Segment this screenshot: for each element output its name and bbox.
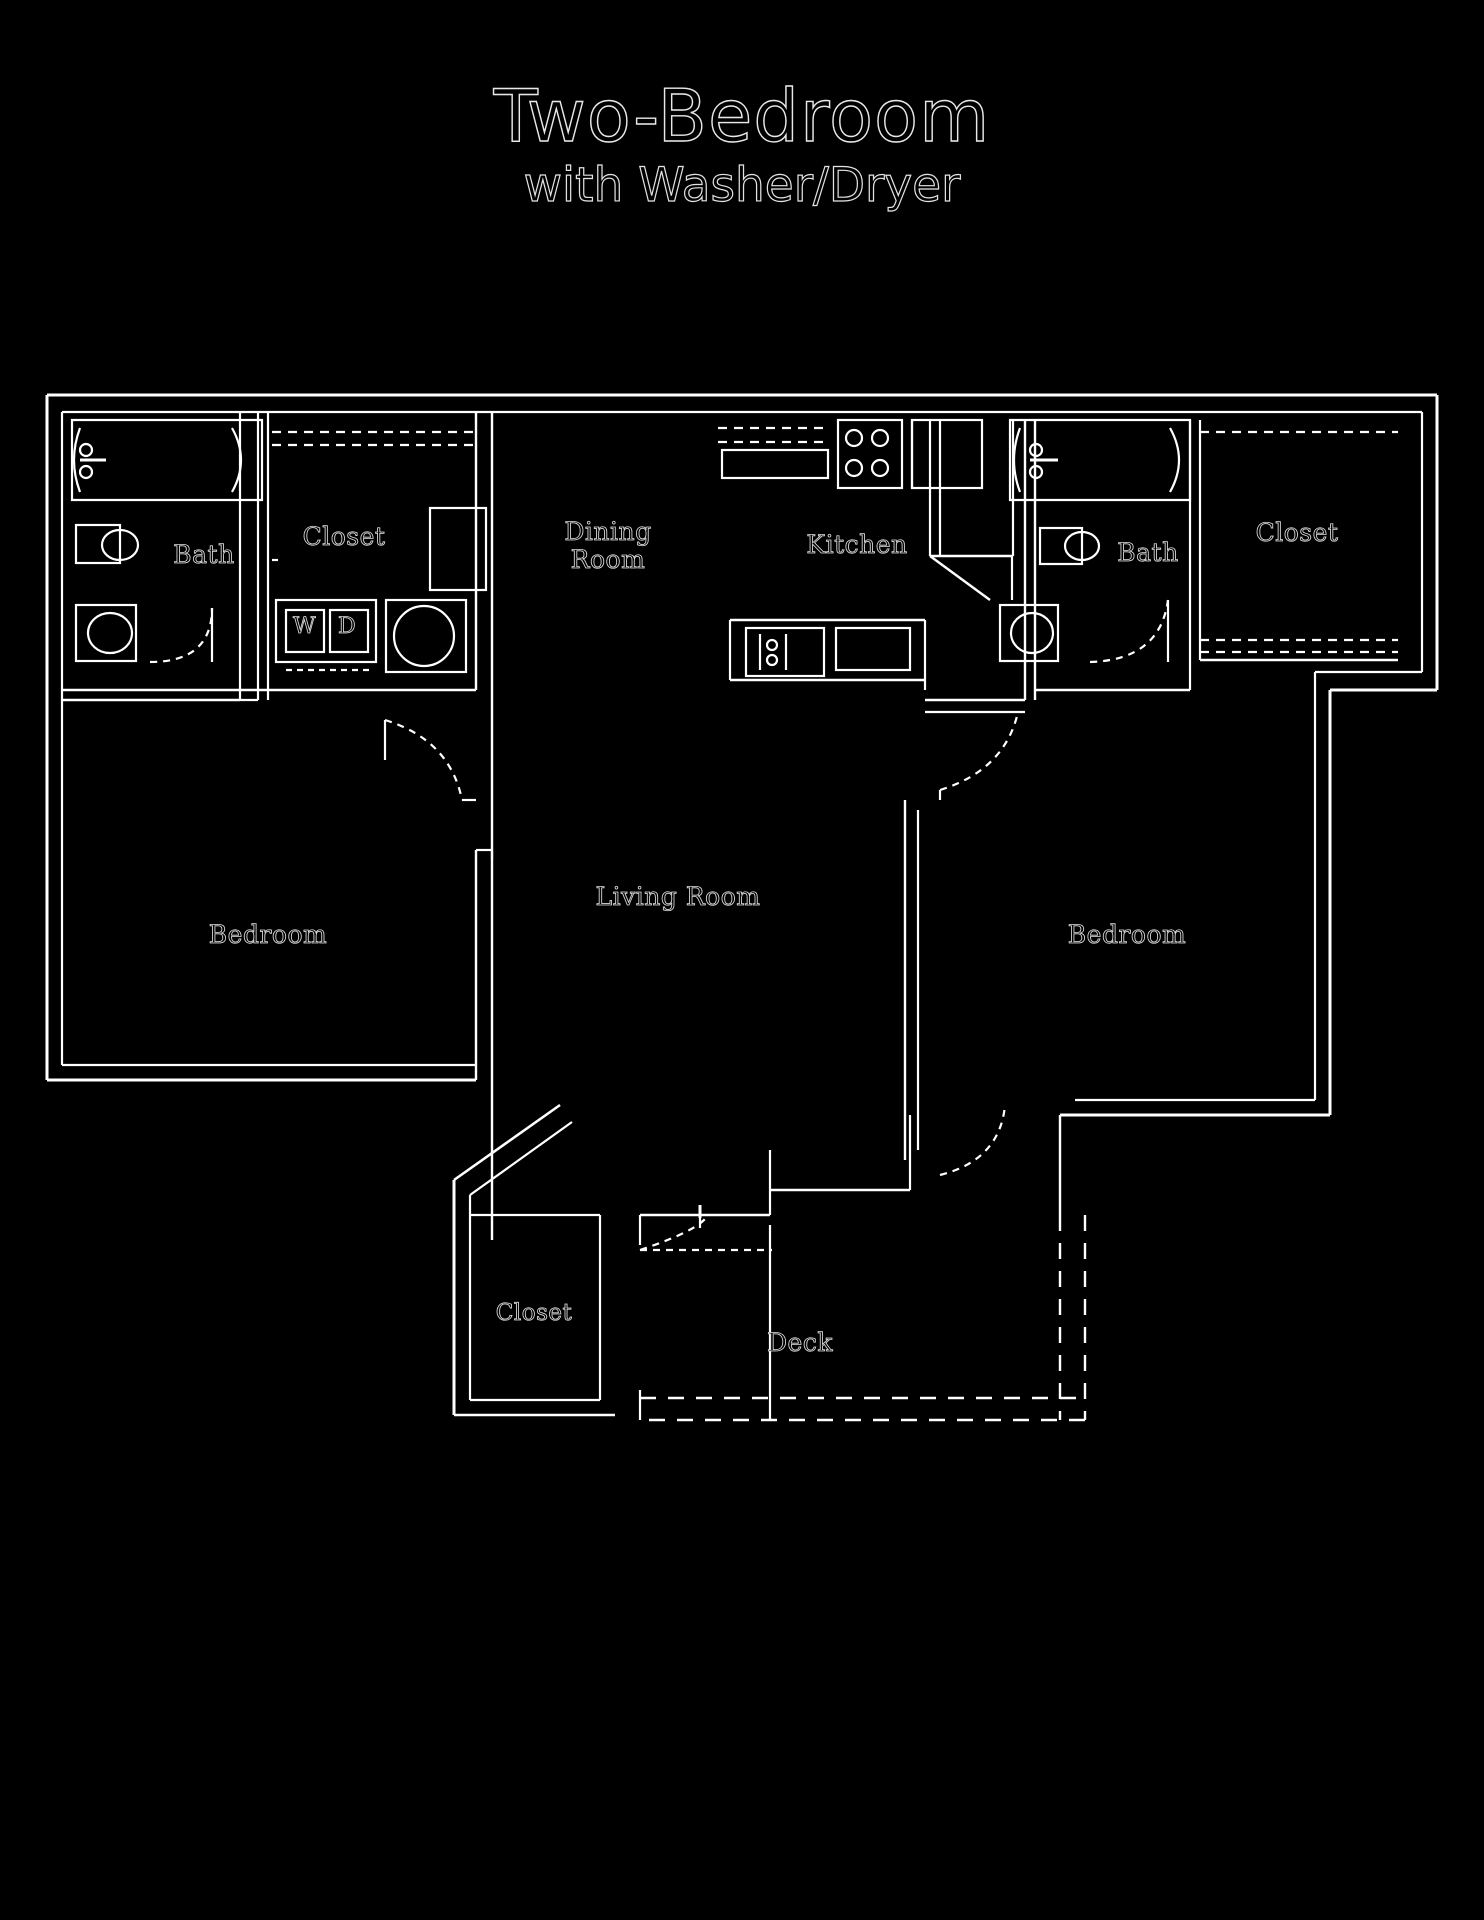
page-title: Two-Bedroom	[493, 74, 991, 158]
room-label-kitchen: Kitchen	[806, 530, 908, 559]
room-label-living-room: Living Room	[595, 882, 761, 911]
room-label-bedroom-left: Bedroom	[208, 920, 328, 949]
dryer-mark: D	[338, 614, 357, 639]
room-label-closet-deck: Closet	[495, 1300, 573, 1326]
room-label-bedroom-right: Bedroom	[1067, 920, 1187, 949]
room-label-dining-room	[564, 518, 651, 574]
dining-line-2: Room	[570, 545, 646, 574]
dining-line-1: Dining	[564, 517, 652, 546]
page-subtitle: with Washer/Dryer	[523, 158, 961, 213]
washer-mark: W	[293, 614, 317, 639]
room-label-bath-left: Bath	[173, 540, 235, 569]
room-label-bath-right: Bath	[1117, 538, 1179, 567]
room-label-closet-left: Closet	[302, 522, 386, 551]
room-label-closet-right: Closet	[1255, 518, 1339, 547]
room-label-deck: Deck	[767, 1328, 833, 1357]
